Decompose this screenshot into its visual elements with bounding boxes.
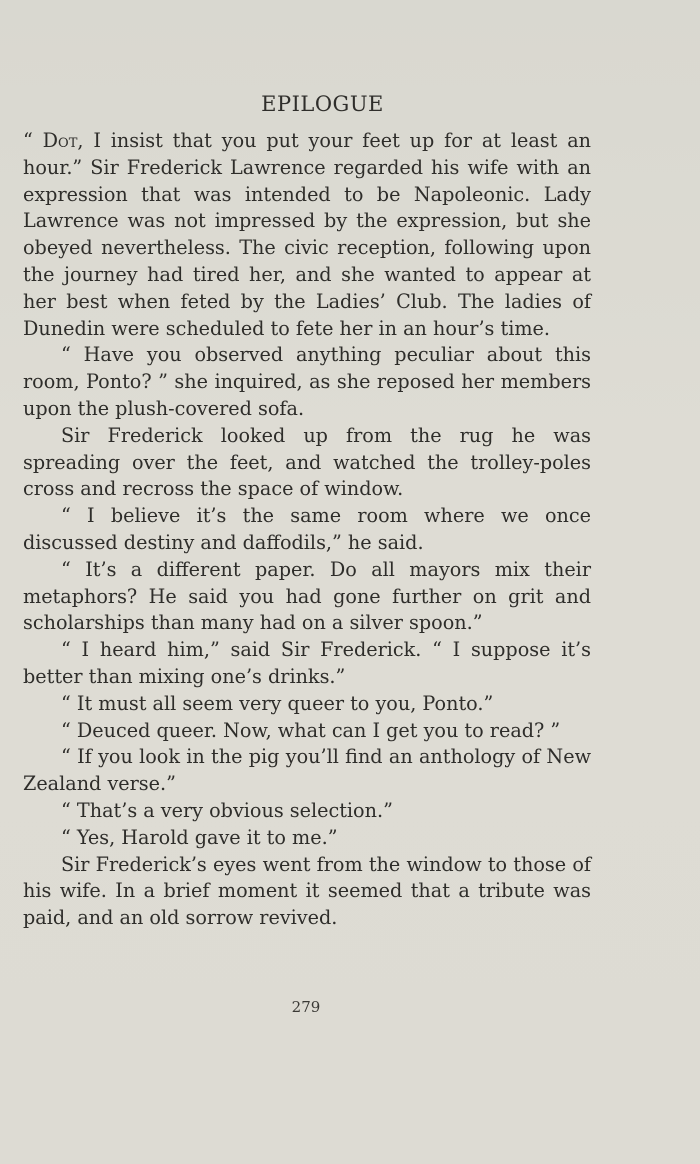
paragraph: “ It must all seem very queer to you, Ponto.” <box>61 691 494 715</box>
paragraph: “ Deuced queer. Now, what can I get you to read? ” <box>61 718 561 742</box>
paragraph: “ Yes, Harold gave it to me.” <box>61 825 338 849</box>
paragraph: “ If you look in the pig you’ll find an anthology of New Zealand verse.” <box>23 745 591 796</box>
paragraph-text: I insist that you put your feet up for at least an hour.” Sir Frederick Lawrence regarded his wife with an expression that was intended to be Napoleonic. Lady Lawrence was not impressed by the expression, but she obeyed nevertheless. The civic reception, following upon the journey had tired her, and she wanted to appear at her best when feted by the Ladies’ Club. The ladies of Dunedin were scheduled to fete her in an hour’s time. <box>23 129 591 340</box>
paragraph: “ It’s a different paper. Do all mayors mix their metaphors? He said you had gone further on grit and scholarships than many had on a silver spoon.” <box>23 557 591 635</box>
paragraph: “ I heard him,” said Sir Frederick. “ I suppose it’s better than mixing one’s drinks.” <box>23 638 591 688</box>
running-head: EPILOGUE <box>261 92 384 116</box>
page-number: 279 <box>291 998 321 1016</box>
paragraph: “ That’s a very obvious selection.” <box>61 798 393 822</box>
paragraph: “ I believe it’s the same room where we once discussed destiny and daffodils,” he said. <box>23 504 591 554</box>
opening-words: “ Dot, <box>23 129 84 152</box>
paragraph: Sir Frederick’s eyes went from the window to those of his wife. In a brief moment it seemed that a tribute was paid, and an old sorrow revived. <box>23 852 591 930</box>
paragraph: Sir Frederick looked up from the rug he was spreading over the feet, and watched the trolley-poles cross and recross the space of window. <box>23 423 591 501</box>
paragraph: “ Have you observed anything peculiar about this room, Ponto? ” she inquired, as she reposed her members upon the plush-covered sofa. <box>23 343 591 420</box>
paragraph <box>23 128 591 342</box>
page-body <box>23 128 591 932</box>
